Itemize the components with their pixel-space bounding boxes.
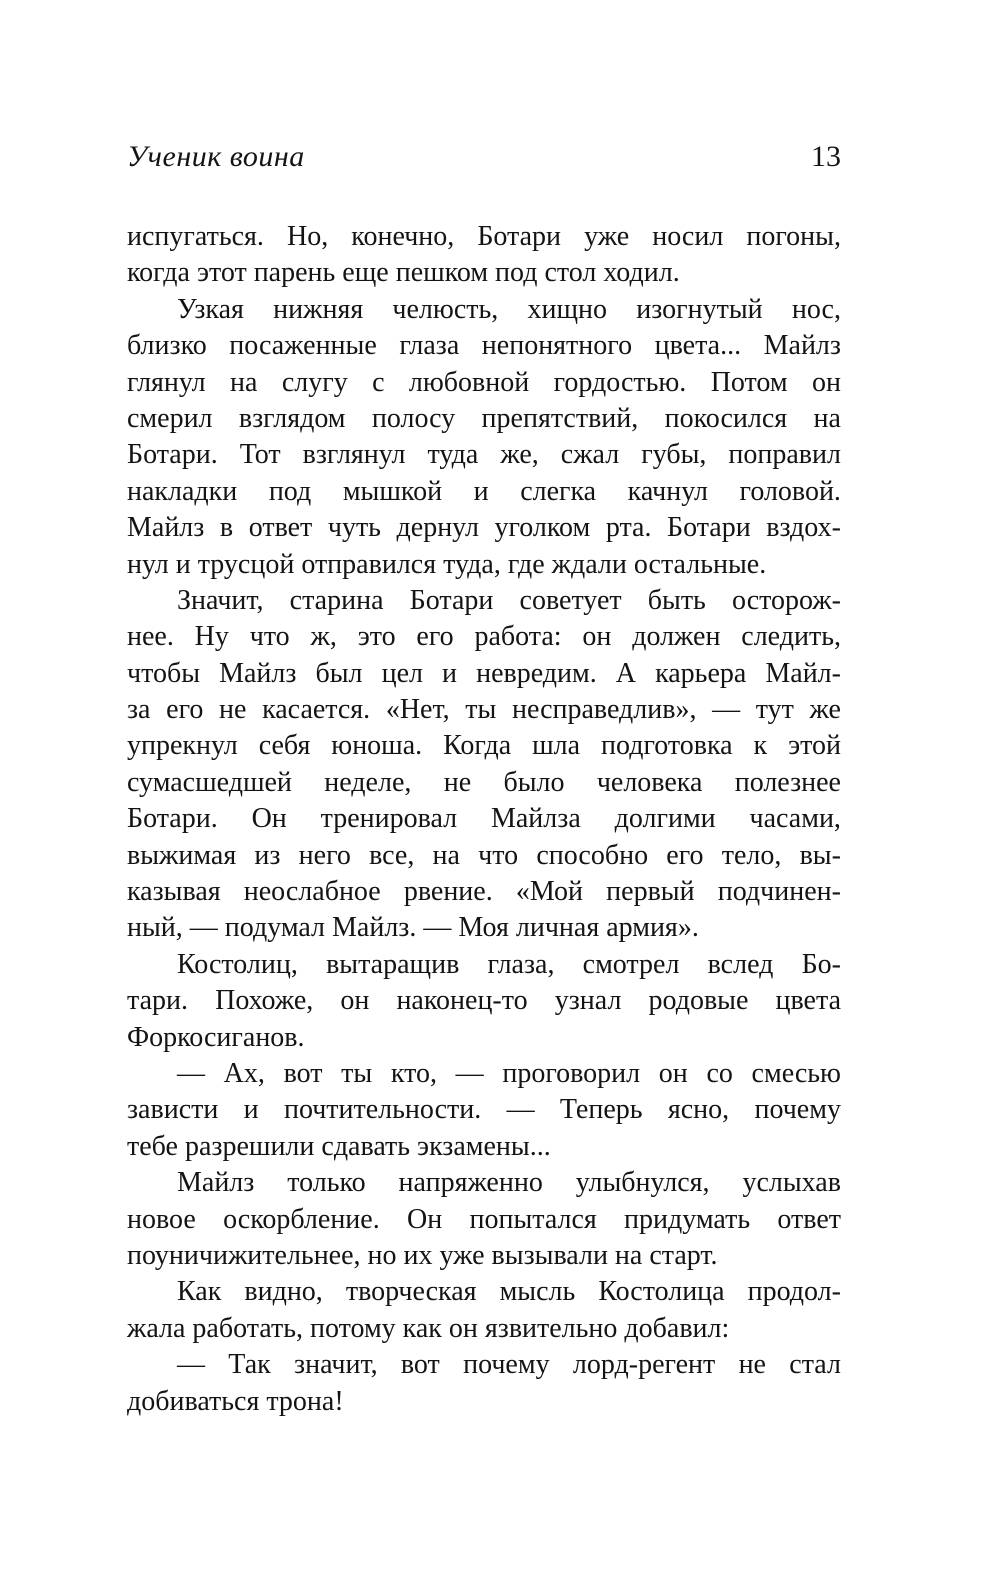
text-line: Ботари. Тот взглянул туда же, сжал губы, поправил	[127, 439, 841, 471]
running-title: Ученик воина	[127, 140, 305, 173]
text-line: Ботари. Он тренировал Майлза долгими часами,	[127, 803, 841, 835]
page-header	[127, 140, 841, 174]
text-line: поуничижительнее, но их уже вызывали на старт.	[127, 1239, 718, 1271]
text-line: сумасшедшей неделе, не было человека полезнее	[127, 766, 841, 798]
text-line: тари. Похоже, он наконец-то узнал родовые цвета	[127, 985, 841, 1017]
text-line: за его не касается. «Нет, ты несправедлив», — тут же	[127, 694, 841, 726]
text-line: нул и трусцой отправился туда, где ждали остальные.	[127, 548, 767, 580]
text-line: Форкосиганов.	[127, 1021, 305, 1053]
text-line: Как видно, творческая мысль Костолица продол-	[177, 1276, 841, 1308]
text-line: выжимая из него все, на что способно его тело, вы-	[127, 839, 841, 871]
text-column	[127, 219, 841, 1420]
text-line: нее. Ну что ж, это его работа: он должен следить,	[127, 621, 841, 653]
text-line: накладки под мышкой и слегка качнул головой.	[127, 475, 841, 507]
text-line: когда этот парень еще пешком под стол ходил.	[127, 257, 680, 289]
text-line: зависти и почтительности. — Теперь ясно, почему	[127, 1094, 841, 1126]
text-line: Костолиц, вытаращив глаза, смотрел вслед Бо-	[177, 948, 841, 980]
text-line: ный, — подумал Майлз. — Моя личная армия».	[127, 912, 699, 944]
text-line: добиваться трона!	[127, 1385, 344, 1417]
text-line: чтобы Майлз был цел и невредим. А карьера Майл-	[127, 657, 841, 689]
text-line: испугаться. Но, конечно, Ботари уже носил погоны,	[127, 221, 841, 252]
text-line: глянул на слугу с любовной гордостью. Потом он	[127, 366, 841, 398]
text-line: близко посаженные глаза непонятного цвета... Майлз	[127, 330, 841, 362]
page-number: 13	[811, 140, 841, 173]
text-line: новое оскорбление. Он попытался придумать ответ	[127, 1203, 841, 1235]
text-line: тебе разрешили сдавать экзамены...	[127, 1130, 551, 1162]
text-line: — Так значит, вот почему лорд-регент не стал	[177, 1349, 841, 1381]
text-line: казывая неослабное рвение. «Мой первый подчинен-	[127, 876, 841, 908]
text-line: Майлз только напряженно улыбнулся, услыхав	[177, 1167, 841, 1199]
text-line: Майлз в ответ чуть дернул уголком рта. Ботари вздох-	[127, 512, 841, 544]
text-line: жала работать, потому как он язвительно добавил:	[127, 1312, 730, 1344]
text-line: смерил взглядом полосу препятствий, покосился на	[127, 402, 841, 434]
text-line: Узкая нижняя челюсть, хищно изогнутый нос,	[177, 293, 841, 325]
text-line: упрекнул себя юноша. Когда шла подготовка к этой	[127, 730, 841, 762]
text-line: — Ах, вот ты кто, — проговорил он со смесью	[177, 1057, 841, 1089]
text-line: Значит, старина Ботари советует быть осторож-	[177, 584, 841, 616]
